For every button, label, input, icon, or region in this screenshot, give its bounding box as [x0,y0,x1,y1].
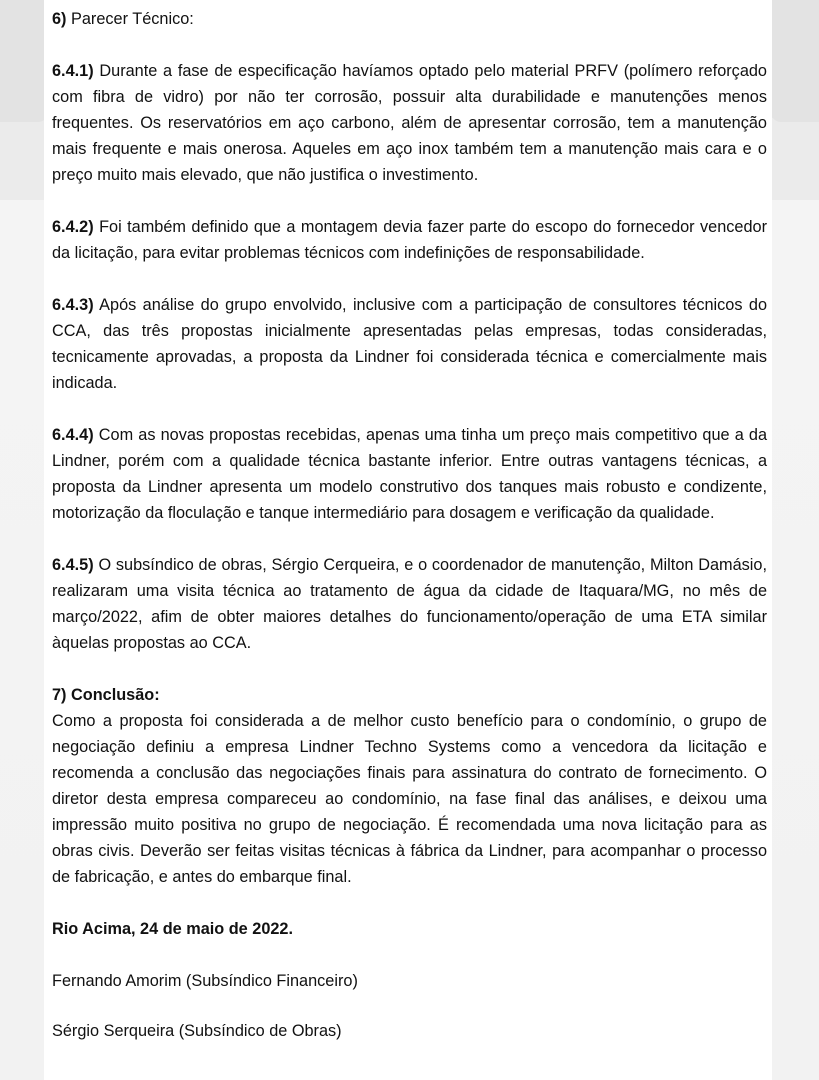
paragraph-6-4-2 [52,214,767,266]
paragraph-6-4-1 [52,58,767,188]
signature-financeiro: Fernando Amorim (Subsíndico Financeiro) [52,972,358,990]
paragraph-text: Com as novas propostas recebidas, apenas uma tinha um preço mais competitivo que a da Lindner, porém com a qualidade técnica bastante inferior. Entre outras vantagens técnicas, a proposta da Lindner apresenta um modelo construtivo dos tanques mais robusto e condizente, motorização da floculação e tanque intermediário para dosagem e verificação da qualidade. [52,426,768,522]
paragraph-number: 6.4.2) [52,218,94,236]
paragraph-6-4-5 [52,552,767,656]
background-top-left-panel [0,0,48,122]
paragraph-text: O subsíndico de obras, Sérgio Cerqueira, e o coordenador de manutenção, Milton Damásio, realizaram uma visita técnica ao tratamento de água da cidade de Itaquara/MG, no mês de março/2022, afim de obter maiores detalhes do funcionamento/operação de uma ETA similar àquelas propostas ao CCA. [52,556,767,652]
paragraph-6-4-3 [52,292,767,396]
section-6-number: 6) [52,10,67,28]
paragraph-text: Durante a fase de especificação havíamos optado pelo material PRFV (polímero reforçado com fibra de vidro) por não ter corrosão, possuir alta durabilidade e manutenções menos frequentes. Os reservatórios em aço carbono, além de apresentar corrosão, tem a manutenção mais frequente e mais onerosa. Aqueles em aço inox também tem a manutenção mais cara e o preço muito mais elevado, que não justifica o investimento. [52,62,767,184]
paragraph-number: 6.4.4) [52,426,94,444]
signature-obras: Sérgio Serqueira (Subsíndico de Obras) [52,1022,342,1040]
paragraph-6-4-4 [52,422,767,526]
conclusion-heading: 7) Conclusão: [52,686,160,704]
paragraph-number: 6.4.3) [52,296,94,314]
paragraph-text: Foi também definido que a montagem devia fazer parte do escopo do fornecedor vencedor da licitação, para evitar problemas técnicos com indefinições de responsabilidade. [52,218,768,262]
paragraph-number: 6.4.5) [52,556,94,574]
section-6-heading [52,6,767,32]
paragraph-number: 6.4.1) [52,62,94,80]
background-top-right-panel [771,0,819,122]
date-line: Rio Acima, 24 de maio de 2022. [52,920,294,938]
document-page [44,0,772,1080]
conclusion-text: Como a proposta foi considerada a de melhor custo benefício para o condomínio, o grupo de negociação definiu a empresa Lindner Techno Systems como a vencedora da licitação e recomenda a conclusão das negociações finais para assinatura do contrato de fornecimento. O diretor desta empresa compareceu ao condomínio, na fase final das análises, e deixou uma impressão muito positiva no grupo de negociação. É recomendada uma nova licitação para as obras civis. Deverão ser feitas visitas técnicas à fábrica da Lindner, para acompanhar o processo de fabricação, e antes do embarque final. [52,712,767,886]
paragraph-text: Após análise do grupo envolvido, inclusive com a participação de consultores técnicos do CCA, das três propostas inicialmente apresentadas pelas empresas, todas consideradas, tecnicamente aprovadas, a proposta da Lindner foi considerada técnica e comercialmente mais indicada. [52,296,768,392]
section-6-title: Parecer Técnico: [71,10,194,28]
